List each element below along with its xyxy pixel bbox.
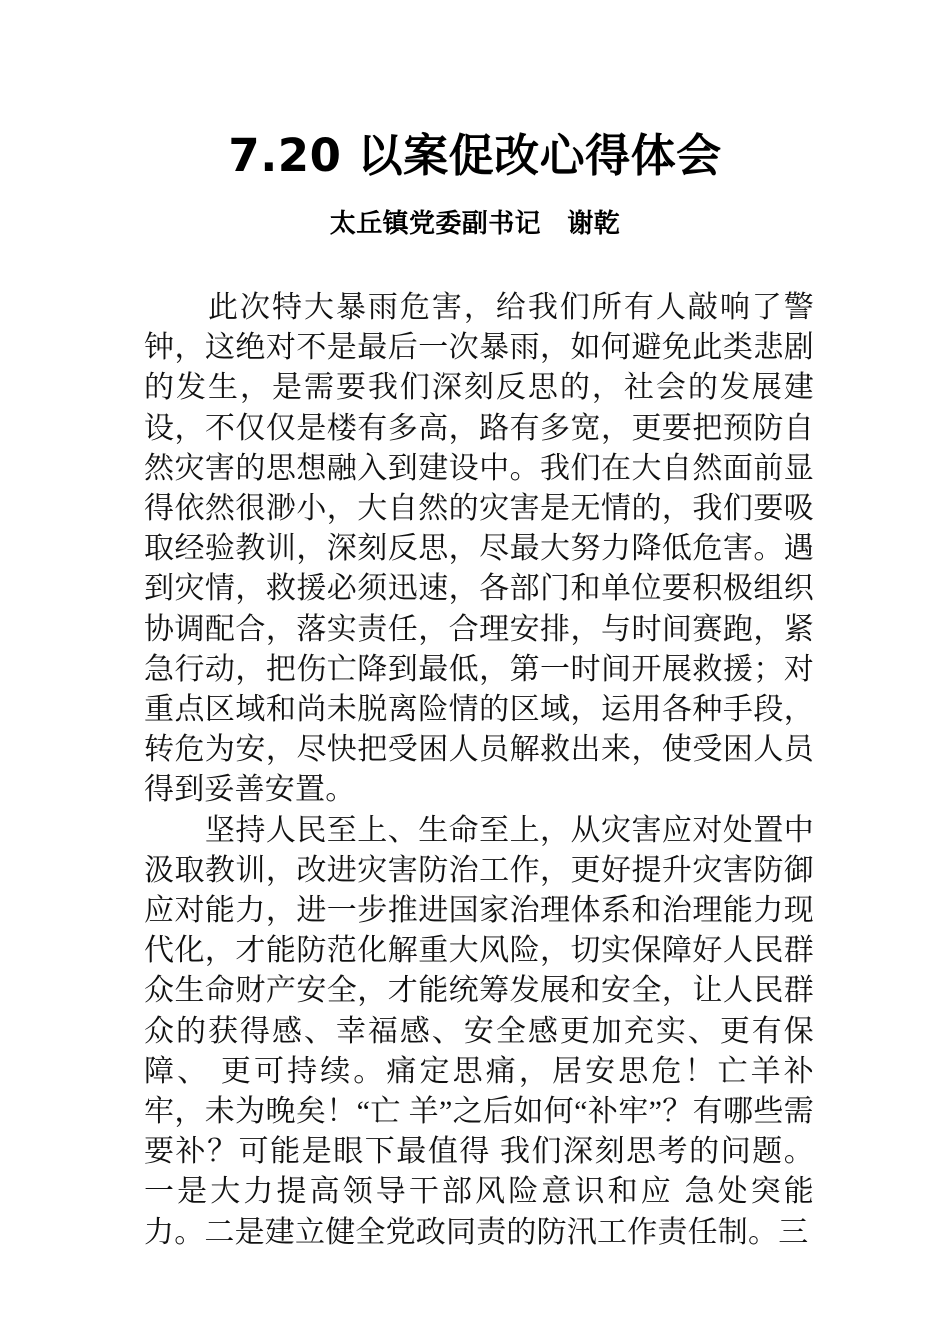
document-body <box>144 288 814 1253</box>
body-paragraph: 坚持人民至上、生命至上，从灾害应对处置中汲取教训，改进灾害防治工作，更好提升灾害防御应对能力，进一步推进国家治理体系和治理能力现代化，才能防范化解重大风险，切实保障好人民群众生命财产安全，才能统筹发展和安全，让人民群众的获得感、幸福感、安全感更加充实、更有保障、 更可持续。痛定思痛，居安思危！亡羊补牢，未为晚矣！“亡 羊”之后如何“补牢”？有哪些需要补？可能是眼下最值得 我们深刻思考的问题。一是大力提高领导干部风险意识和应 急处突能力。二是建立健全党政同责的防汛工作责任制。三 <box>144 813 814 1249</box>
document-byline: 太丘镇党委副书记 谢乾 <box>329 209 621 239</box>
body-paragraph: 此次特大暴雨危害，给我们所有人敲响了警钟，这绝对不是最后一次暴雨，如何避免此类悲剧的发生，是需要我们深刻反思的，社会的发展建设，不仅仅是楼有多高，路有多宽，更要把预防自然灾害的思想融入到建设中。我们在大自然面前显得依然很渺小，大自然的灾害是无情的，我们要吸取经验教训，深刻反思，尽最大努力降低危害。遇到灾情，救援必须迅速，各部门和单位要积极组织协调配合，落实责任，合理安排，与时间赛跑，紧急行动，把伤亡降到最低，第一时间开展救援；对重点区域和尚未脱离险情的区域，运用各种手段，转危为安，尽快把受困人员解救出来，使受困人员得到妥善安置。 <box>144 291 814 807</box>
page-title: 7.20 以案促改心得体会 <box>228 129 722 183</box>
